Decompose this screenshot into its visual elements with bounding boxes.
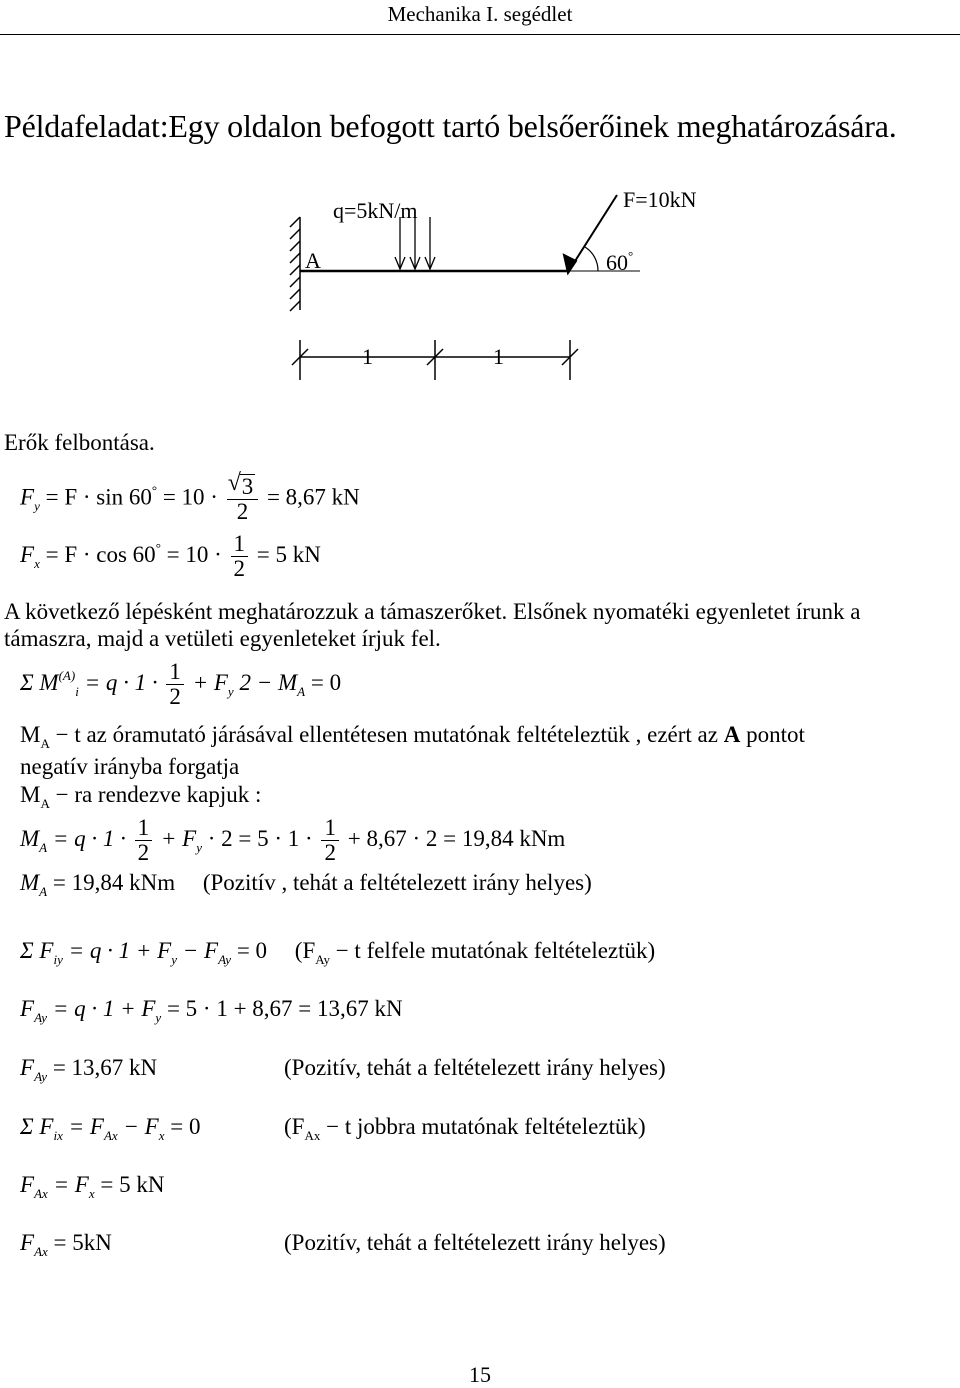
eq-sum-fx: Σ $F_{ix} = F_{Ax} - F_x = 0$ (20, 1114, 201, 1143)
angle-arc (585, 247, 598, 271)
eq-sum-fy: Σ $F_{iy} = q \cdot 1 + F_y - F_{Ay} = 0$ ($F_{Ay} - t$ felfele mutatónak feltételeztük) (20, 938, 656, 967)
header-rule (0, 34, 960, 35)
eq-fy: $F_y = F \cdot \sin 60^\circ = 10$ · √ $\frac{3}{2}$ = 8,67 kN (20, 474, 360, 524)
note-ma-solve: $M_A$ − ra rendezve kapjuk : (20, 782, 262, 811)
dimension-line (292, 340, 578, 380)
eq-fax-result: $F_{Ax} = 5kN$ (20, 1230, 112, 1259)
fixed-support (290, 217, 300, 311)
eq-fx: $F_x = F \cdot \cos 60^\circ = 10$ · $\frac{1}{2}$ = 5 kN (20, 531, 321, 581)
section-heading: Erők felbontása. (4, 430, 155, 455)
distributed-load-arrows (395, 217, 435, 269)
eq-fax: $F_{Ax} = F_x = 5$ kN (20, 1172, 165, 1201)
support-label: A (305, 248, 321, 273)
load-label: q=5kN/m (333, 198, 418, 223)
dimension-left: 1 (362, 344, 373, 369)
force-label: F=10kN (623, 187, 697, 212)
note-ma-direction: $M_A - t$ az óramutató járásával ellentétesen mutatónak feltételeztük , ezért az A pontot (20, 722, 805, 751)
eq-ma: $M_A = q \cdot 1$ · $\frac{1}{2}$ + $F_y \cdot 2 = 5 \cdot 1$ · $\frac{1}{2}$ + 8,67 · 2 = 19,84 kNm (20, 815, 566, 865)
eq-moment-sum: Σ $M^{(A)}_i = q \cdot 1$ · $\frac{1}{2}$ + $F_y$ $2 - M_A = 0$ (20, 659, 342, 709)
page-number: 15 (469, 1362, 491, 1387)
angle-label: 60° (606, 248, 634, 275)
dimension-right: 1 (493, 344, 504, 369)
eq-ma-result: $M_A = 19,84$ kNm (Pozitív , tehát a feltételezett irány helyes) (20, 870, 592, 899)
paragraph: A következő lépésként meghatározzuk a támaszerőket. Elsőnek nyomatéki egyenletet írunk a (4, 599, 861, 624)
paragraph-continued: támaszra, majd a vetületi egyenleteket írjuk fel. (4, 626, 441, 651)
note-ma-direction-cont: negatív irányba forgatja (20, 754, 240, 779)
eq-fay: $F_{Ay} = q \cdot 1 + F_y = 5 \cdot 1 + 8,67 = 13,67$ kN (20, 996, 403, 1025)
eq-sum-fx-note: ($F_{Ax} - t$ jobbra mutatónak feltételeztük) (284, 1114, 646, 1143)
page-title: Példafeladat:Egy oldalon befogott tartó belsőerőinek meghatározására. (4, 108, 897, 144)
eq-fax-note: (Pozitív, tehát a feltételezett irány helyes) (284, 1230, 666, 1255)
eq-fay-note: (Pozitív, tehát a feltételezett irány helyes) (284, 1055, 666, 1080)
running-header: Mechanika I. segédlet (387, 2, 573, 26)
eq-fay-result: $F_{Ay} = 13,67$ kN (20, 1055, 158, 1084)
